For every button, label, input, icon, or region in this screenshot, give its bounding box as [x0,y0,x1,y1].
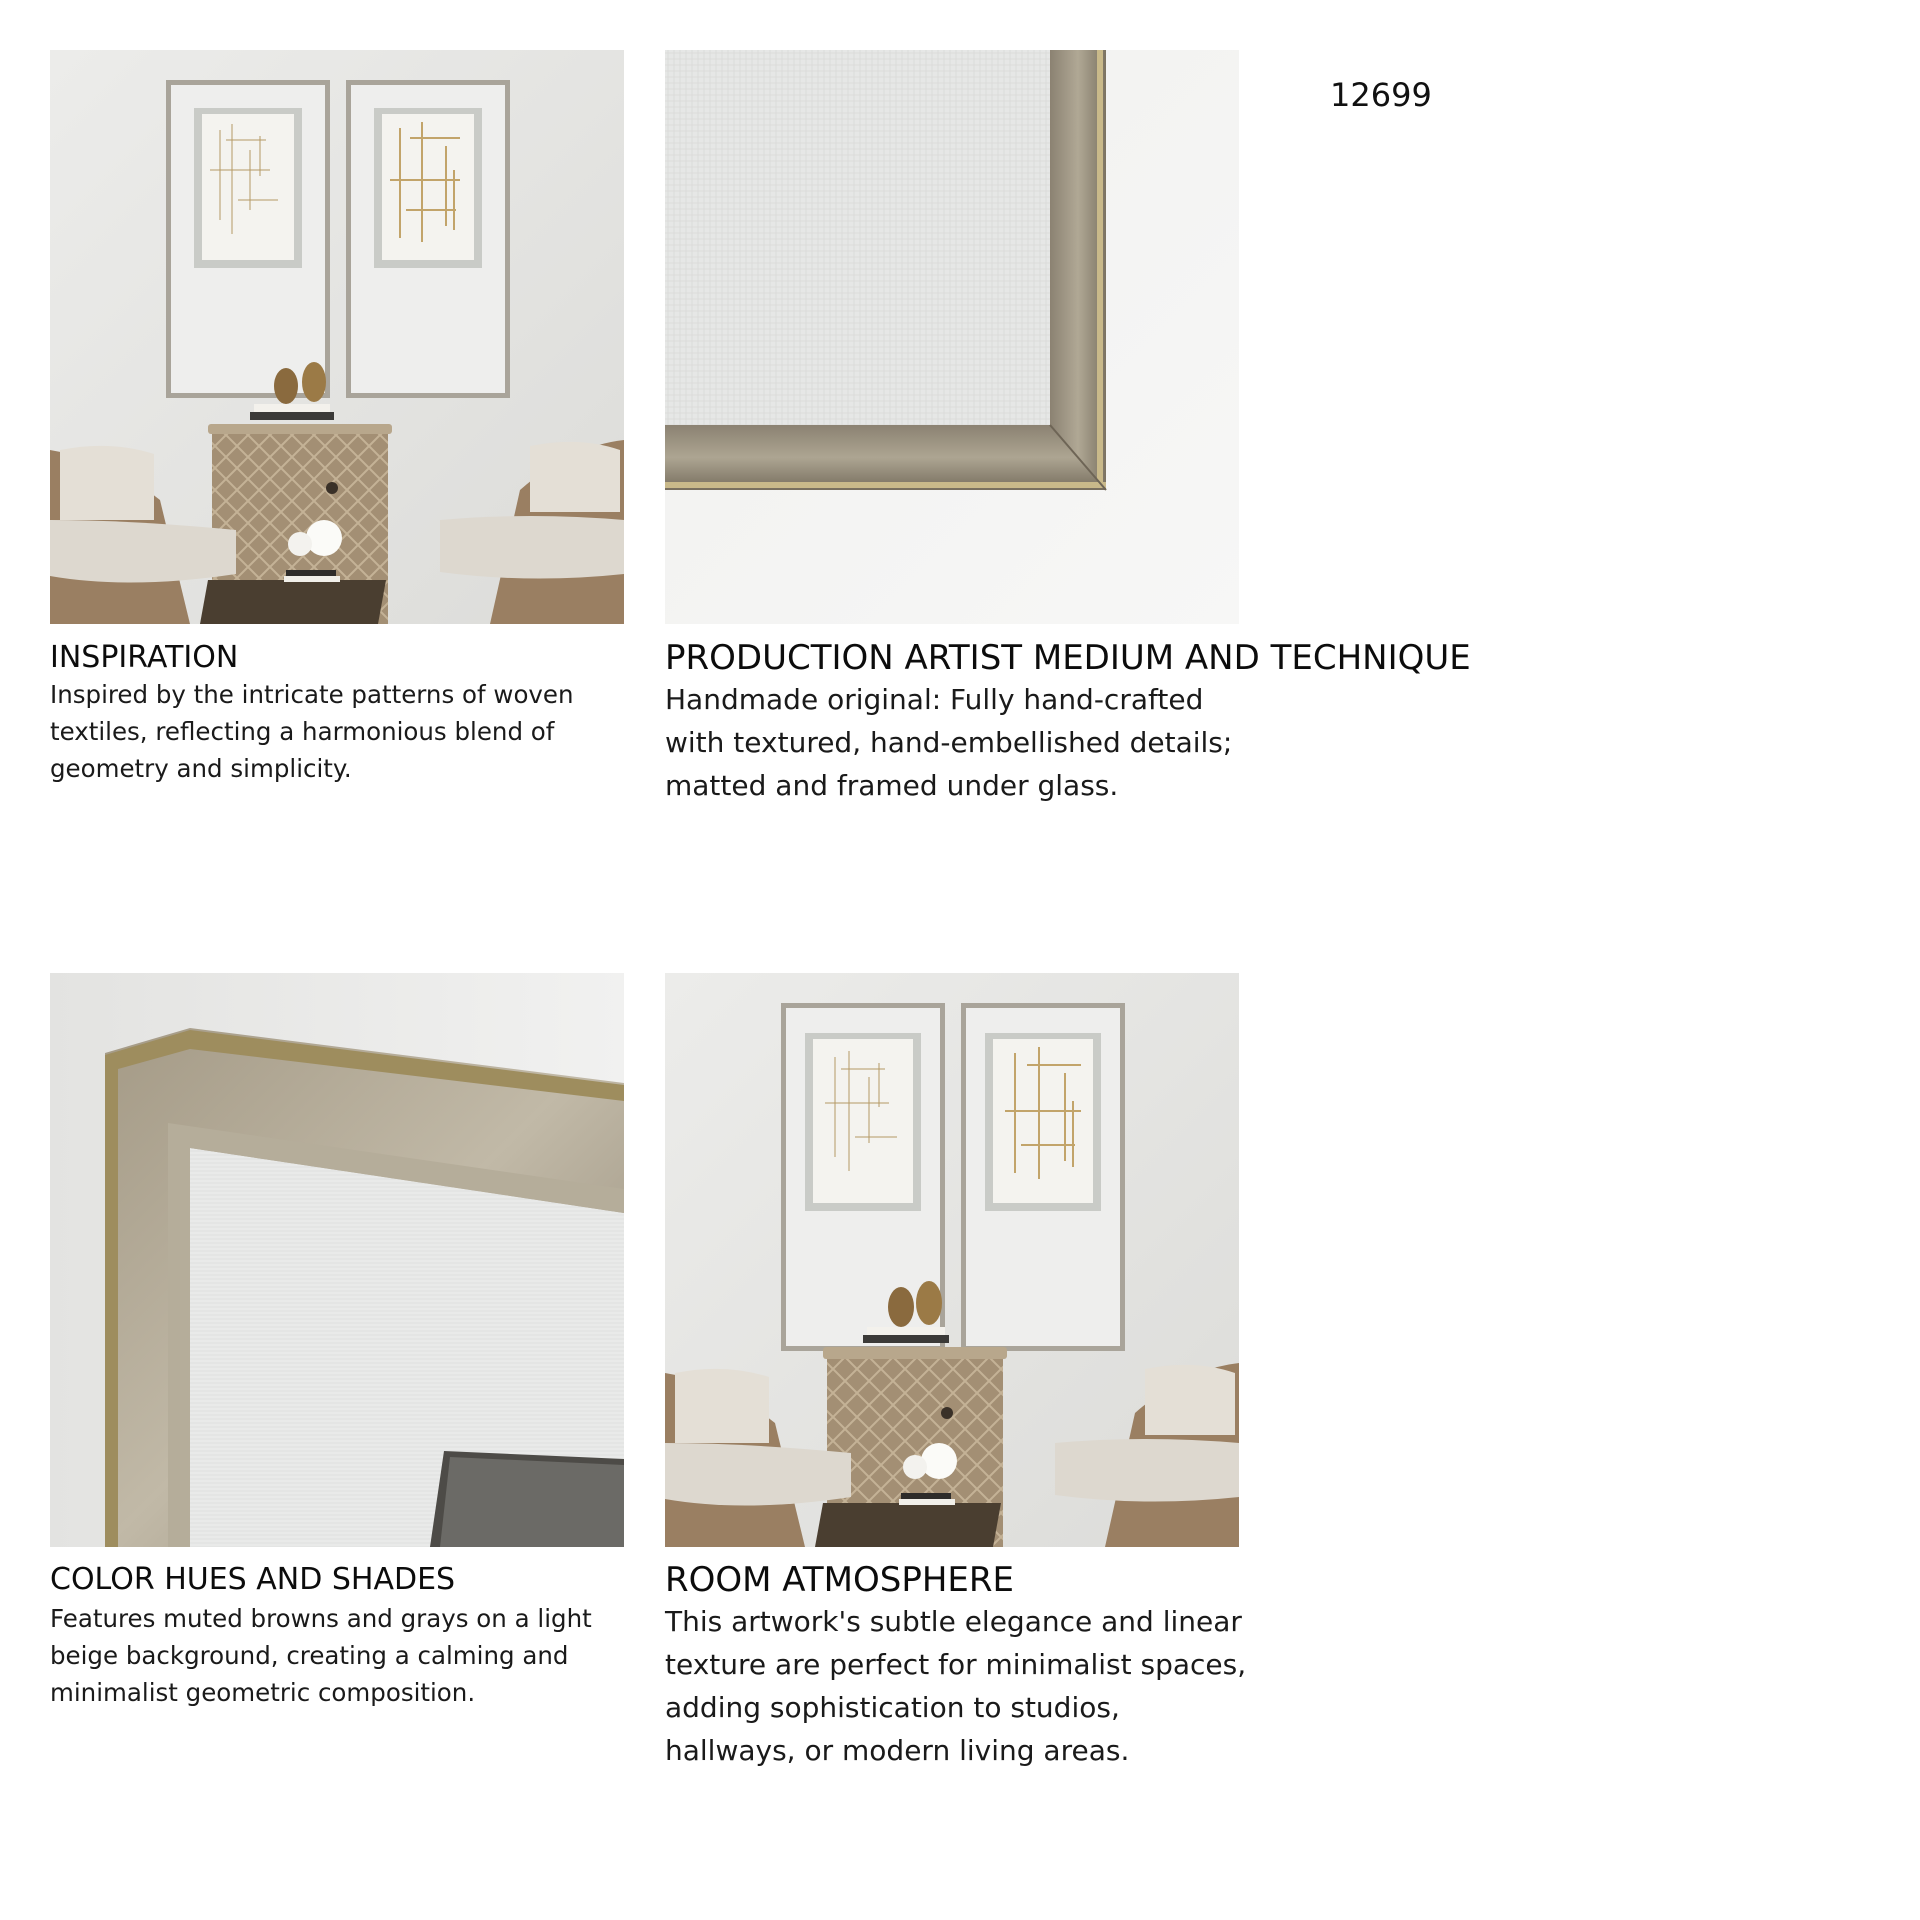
technique-text: Handmade original: Fully hand-crafted with textured, hand-embellished details; matted and framed under glass. [665,683,1233,802]
technique-frame-corner-photo [665,50,1239,624]
technique-heading: PRODUCTION ARTIST MEDIUM AND TECHNIQUE [665,638,1471,678]
color-text: Features muted browns and grays on a light beige background, creating a calming and minimalist geometric composition. [50,1604,592,1707]
inspiration-room-photo [50,50,624,624]
inspiration-heading: INSPIRATION [50,640,239,675]
color-heading: COLOR HUES AND SHADES [50,1562,456,1597]
inspiration-text: Inspired by the intricate patterns of woven textiles, reflecting a harmonious blend of geometry and simplicity. [50,680,574,783]
color-frame-detail-photo [50,973,624,1547]
room-atmosphere-heading: ROOM ATMOSPHERE [665,1560,1015,1600]
room-atmosphere-text: This artwork's subtle elegance and linear texture are perfect for minimalist spaces, adding sophistication to studios, hallways, or modern living areas. [665,1605,1247,1767]
room-atmosphere-photo [665,973,1239,1547]
product-number: 12699 [1330,76,1432,114]
